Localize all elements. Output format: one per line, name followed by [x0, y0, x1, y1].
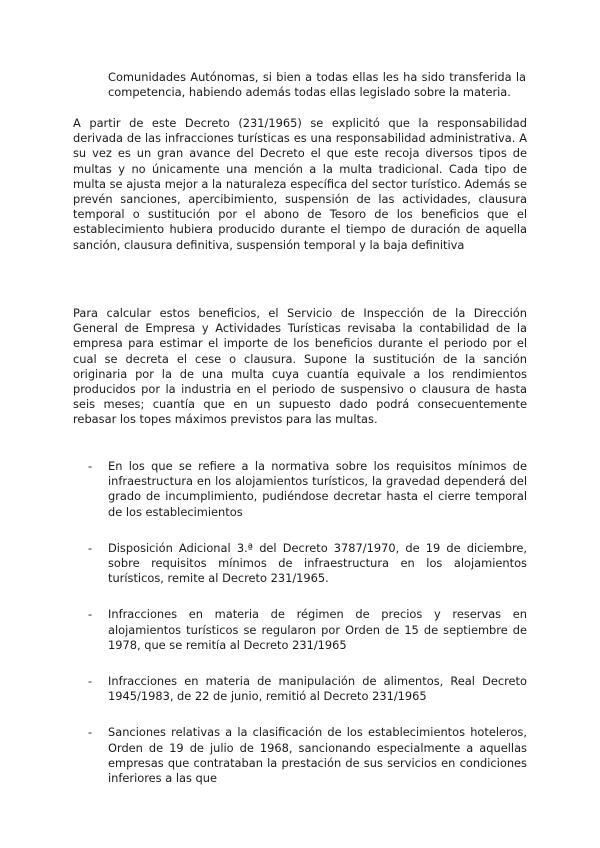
bullet-dash: - — [88, 674, 93, 689]
list-item — [73, 674, 527, 704]
list-item — [73, 725, 527, 786]
bullet-list — [73, 459, 527, 807]
list-item-text: En los que se refiere a la normativa sobre los requisitos mínimos de infraestructura en los alojamientos turísticos, la gravedad dependerá del grado de incumplimiento, pudiéndose decretar hasta el cierre temporal de los establecimientos — [108, 459, 527, 519]
paragraph-decreto: A partir de este Decreto (231/1965) se explicitó que la responsabilidad derivada de las infracciones turísticas es una responsabilidad administrativa. A su vez es un gran avance del Decreto el que este recoja diversos tipos de multas y no únicamente una mención a la multa tradicional. Cada tipo de multa se ajusta mejor a la naturaleza específica del sector turístico. Además se prevén sanciones, apercibimiento, suspensión de las actividades, clausura temporal o sustitución por el abono de Tesoro de los beneficios que el establecimiento hubiera producido durante el tiempo de duración de aquella sanción, clausura definitiva, suspensión temporal y la baja definitiva — [73, 116, 527, 252]
list-item — [73, 607, 527, 653]
bullet-dash: - — [88, 459, 93, 473]
paragraph-beneficios: Para calcular estos beneficios, el Servicio de Inspección de la Dirección General de Empresa y Actividades Turísticas revisaba la contabilidad de la empresa para estimar el importe de los beneficios durante el periodo por el cual se decreta el cese o clausura. Supone la sustitución de la sanción originaria por la de una multa cuya cuantía equivale a los rendimientos producidos por la industria en el periodo de suspensivo o clausura de hasta seis meses; cuantía que en un supuesto dado podrá consecuentemente rebasar los topes máximos previstos para las multas. — [73, 306, 527, 427]
bullet-dash: - — [88, 540, 93, 555]
list-item-text: Disposición Adicional 3.ª del Decreto 3787/1970, de 19 de diciembre, sobre requisitos mínimos de infraestructura en los alojamientos turísticos, remite al Decreto 231/1965. — [108, 540, 527, 586]
list-item — [73, 459, 527, 520]
list-item-text: Infracciones en materia de régimen de precios y reservas en alojamientos turísticos se regularon por Orden de 15 de septiembre de 1978, que se remitía al Decreto 231/1965 — [108, 607, 527, 652]
list-item-text: Infracciones en materia de manipulación de alimentos, Real Decreto 1945/1983, de 22 de junio, remitió al Decreto 231/1965 — [108, 674, 527, 704]
list-item-text: Sanciones relativas a la clasificación de los establecimientos hoteleros, Orden de 19 de julio de 1968, sancionando especialmente a aquellas empresas que contrataban la prestación de sus servicios en condiciones inferiores a las que — [108, 725, 527, 786]
list-item — [73, 541, 527, 587]
bullet-dash: - — [88, 607, 93, 622]
continued-paragraph: Comunidades Autónomas, si bien a todas ellas les ha sido transferida la competencia, habiendo además todas ellas legislado sobre la materia. — [108, 70, 526, 100]
bullet-dash: - — [88, 725, 93, 740]
